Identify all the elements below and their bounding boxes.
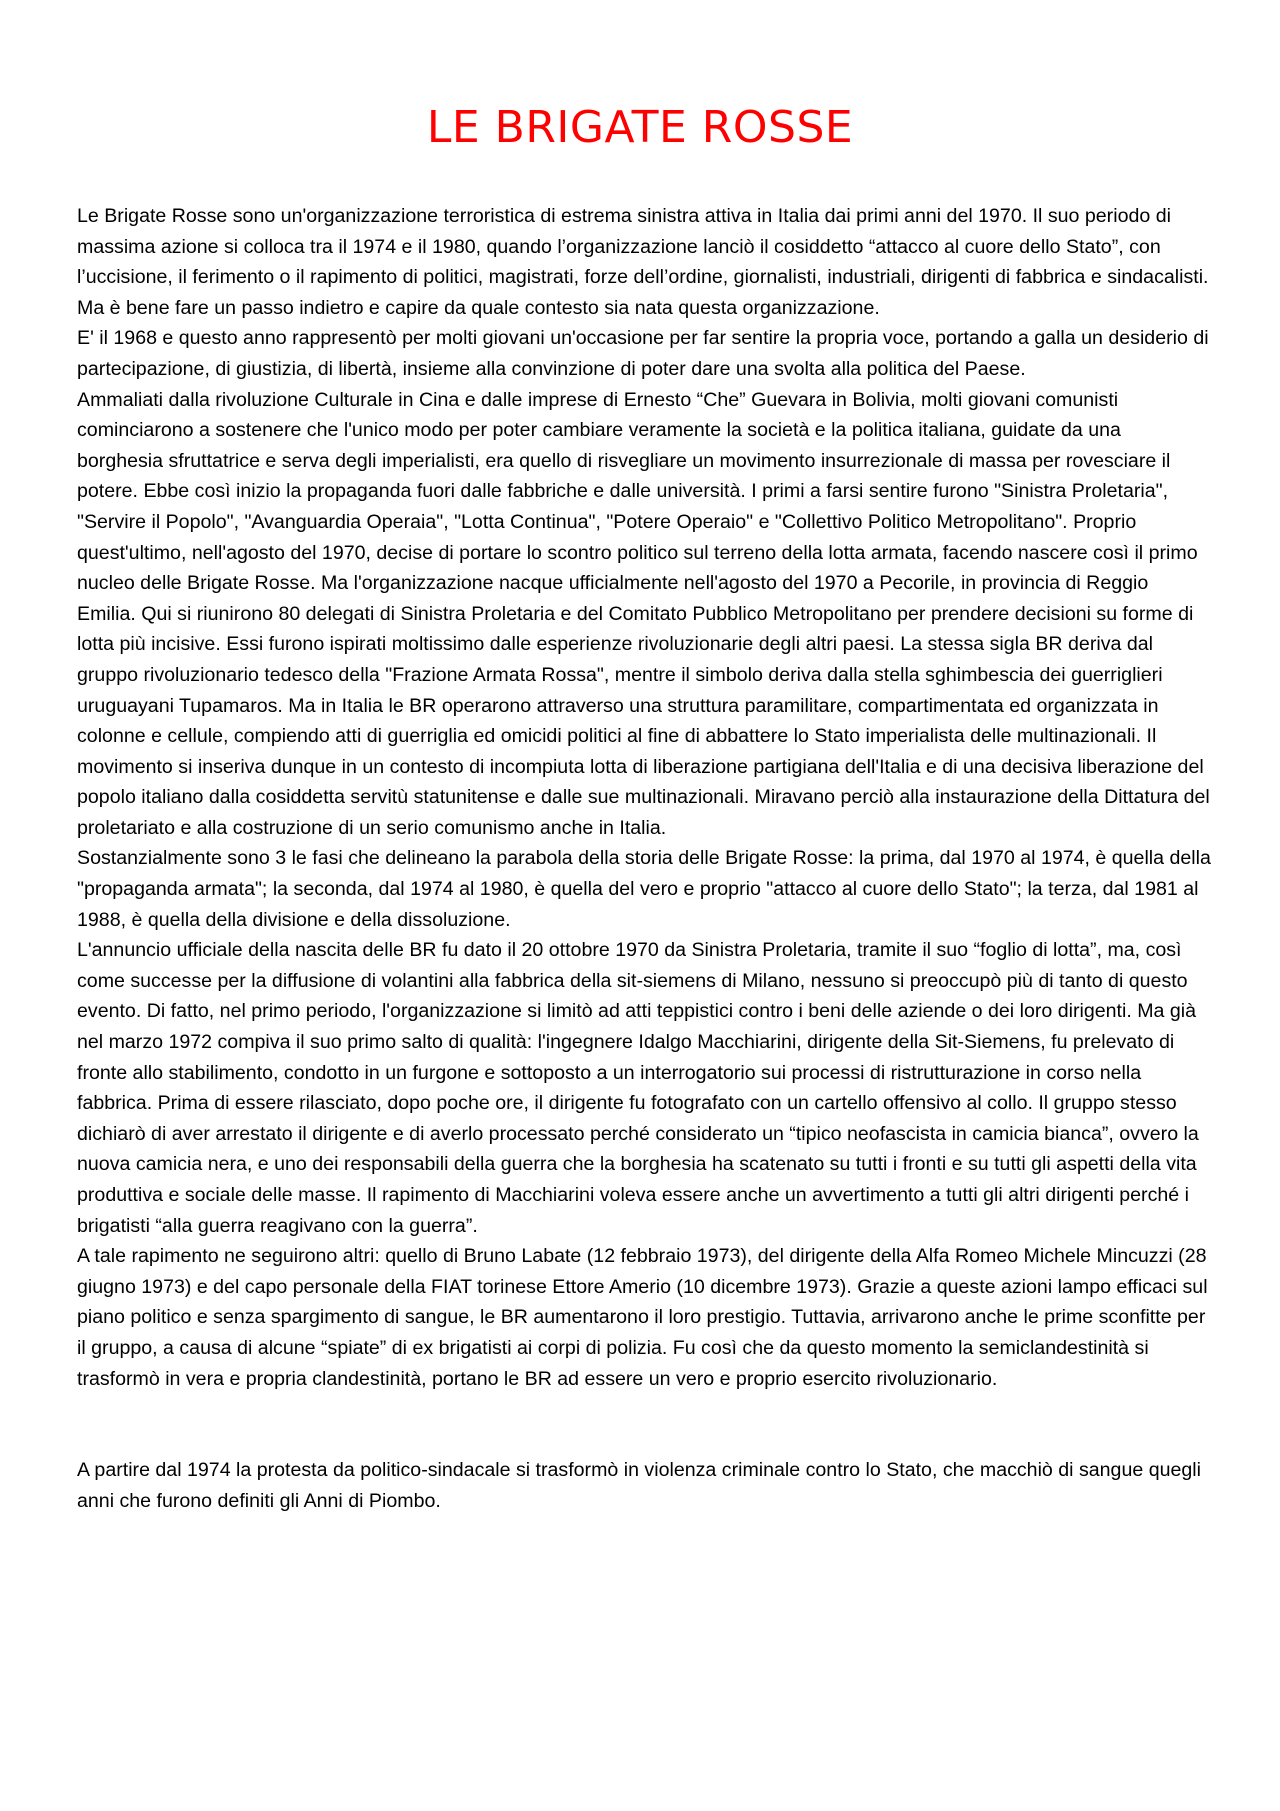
document-body <box>77 201 1212 1516</box>
paragraph-origins: Ammaliati dalla rivoluzione Culturale in Cina e dalle imprese di Ernesto “Che” Guevara in Bolivia, molti giovani comunisti cominciarono a sostenere che l'unico modo per poter cambiare veramente la società e la politica italiana, guidate da una borghesia sfruttatrice e serva degli imperialisti, era quello di risvegliare un movimento insurrezionale di massa per rovesciare il potere. Ebbe così inizio la propaganda fuori dalle fabbriche e dalle università. I primi a farsi sentire furono "Sinistra Proletaria", "Servire il Popolo", "Avanguardia Operaia", "Lotta Continua", "Potere Operaio" e "Collettivo Politico Metropolitano". Proprio quest'ultimo, nell'agosto del 1970, decise di portare lo scontro politico sul terreno della lotta armata, facendo nascere così il primo nucleo delle Brigate Rosse. Ma l'organizzazione nacque ufficialmente nell'agosto del 1970 a Pecorile, in provincia di Reggio Emilia. Qui si riunirono 80 delegati di Sinistra Proletaria e del Comitato Pubblico Metropolitano per prendere decisioni su forme di lotta più incisive. Essi furono ispirati moltissimo dalle esperienze rivoluzionarie degli altri paesi. La stessa sigla BR deriva dal gruppo rivoluzionario tedesco della "Frazione Armata Rossa", mentre il simbolo deriva dalla stella sghimbescia dei guerriglieri uruguayani Tupamaros. Ma in Italia le BR operarono attraverso una struttura paramilitare, compartimentata ed organizzata in colonne e cellule, compiendo atti di guerriglia ed omicidi politici al fine di abbattere lo Stato imperialista delle multinazionali. Il movimento si inseriva dunque in un contesto di incompiuta lotta di liberazione partigiana dell'Italia e di una decisiva liberazione del popolo italiano dalla cosiddetta servitù statunitense e dalle sue multinazionali. Miravano perciò alla instaurazione della Dittatura del proletariato e alla costruzione di un serio comunismo anche in Italia. <box>77 388 1210 839</box>
paragraph-kidnappings: A tale rapimento ne seguirono altri: quello di Bruno Labate (12 febbraio 1973), del dirigente della Alfa Romeo Michele Mincuzzi (28 giugno 1973) e del capo personale della FIAT torinese Ettore Amerio (10 dicembre 1973). Grazie a queste azioni lampo efficaci sul piano politico e senza spargimento di sangue, le BR aumentarono il loro prestigio. Tuttavia, arrivarono anche le prime sconfitte per il gruppo, a causa di alcune “spiate” di ex brigatisti ai corpi di polizia. Fu così che da questo momento la semiclandestinità si trasformò in vera e propria clandestinità, portano le BR ad essere un vero e proprio esercito rivoluzionario. <box>77 1245 1208 1390</box>
paragraph-1968: E' il 1968 e questo anno rappresentò per molti giovani un'occasione per far sentire la propria voce, portando a galla un desiderio di partecipazione, di giustizia, di libertà, insieme alla convinzione di poter dare una svolta alla politica del Paese. <box>77 327 1209 380</box>
paragraph-1974: A partire dal 1974 la protesta da politico-sindacale si trasformò in violenza criminale contro lo Stato, che macchiò di sangue quegli anni che furono definiti gli Anni di Piombo. <box>77 1459 1201 1512</box>
paragraph-context: Ma è bene fare un passo indietro e capire da quale contesto sia nata questa organizzazione. <box>77 296 880 319</box>
paragraph-phases: Sostanzialmente sono 3 le fasi che delineano la parabola della storia delle Brigate Rosse: la prima, dal 1970 al 1974, è quella della "propaganda armata"; la seconda, dal 1974 al 1980, è quella del vero e proprio "attacco al cuore dello Stato"; la terza, dal 1981 al 1988, è quella della divisione e della dissoluzione. <box>77 847 1211 931</box>
paragraph-intro: Le Brigate Rosse sono un'organizzazione terroristica di estrema sinistra attiva in Italia dai primi anni del 1970. Il suo periodo di massima azione si colloca tra il 1974 e il 1980, quando l’organizzazione lanciò il cosiddetto “attacco al cuore dello Stato”, con l’uccisione, il ferimento o il rapimento di politici, magistrati, forze dell’ordine, giornalisti, industriali, dirigenti di fabbrica e sindacalisti. <box>77 205 1209 289</box>
page-title: LE BRIGATE ROSSE <box>426 102 854 153</box>
paragraph-spacer <box>77 1394 1212 1455</box>
paragraph-announcement: L'annuncio ufficiale della nascita delle BR fu dato il 20 ottobre 1970 da Sinistra Proletaria, tramite il suo “foglio di lotta”, ma, così come successe per la diffusione di volantini alla fabbrica della sit-siemens di Milano, nessuno si preoccupò più di tanto di questo evento. Di fatto, nel primo periodo, l'organizzazione si limitò ad atti teppistici contro i beni delle aziende o dei loro dirigenti. Ma già nel marzo 1972 compiva il suo primo salto di qualità: l'ingegnere Idalgo Macchiarini, dirigente della Sit-Siemens, fu prelevato di fronte allo stabilimento, condotto in un furgone e sottoposto a un interrogatorio sui processi di ristrutturazione in corso nella fabbrica. Prima di essere rilasciato, dopo poche ore, il dirigente fu fotografato con un cartello offensivo al collo. Il gruppo stesso dichiarò di aver arrestato il dirigente e di averlo processato perché considerato un “tipico neofascista in camicia bianca”, ovvero la nuova camicia nera, e uno dei responsabili della guerra che la borghesia ha scatenato su tutti i fronti e su tutti gli aspetti della vita produttiva e sociale delle masse. Il rapimento di Macchiarini voleva essere anche un avvertimento a tutti gli altri dirigenti perché i brigatisti “alla guerra reagivano con la guerra”. <box>77 939 1199 1237</box>
